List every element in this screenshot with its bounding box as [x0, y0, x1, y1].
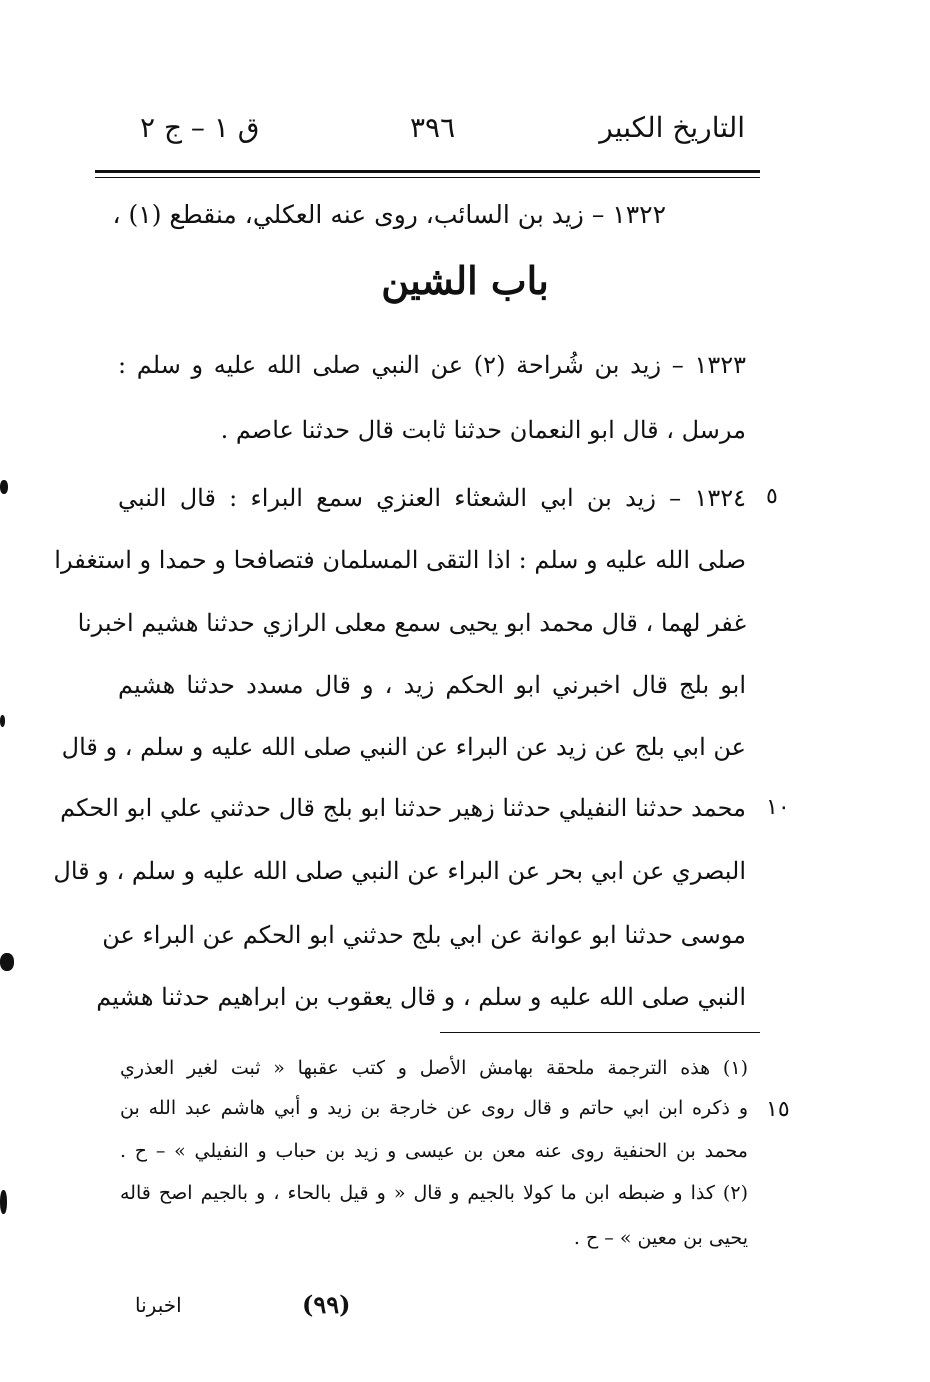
text-line-1: ١٣٢٣ – زيد بن شُراحة (٢) عن النبي صلى الله عليه و سلم :: [118, 351, 746, 379]
footnote-line-3: محمد بن الحنفية روى عنه معن بن عيسى و زيد بن حباب و النفيلي » – ح .: [120, 1140, 748, 1162]
text-line-11: النبي صلى الله عليه و سلم ، و قال يعقوب بن ابراهيم حدثنا هشيم: [96, 983, 746, 1011]
text-line-6: ابو بلج قال اخبرني ابو الحكم زيد ، و قال مسدد حدثنا هشيم: [118, 671, 746, 699]
book-title: التاريخ الكبير: [599, 111, 745, 144]
text-line-8: محمد حدثنا النفيلي حدثنا زهير حدثنا ابو بلج قال حدثني علي ابو الحكم: [60, 794, 746, 822]
scan-blot: [0, 715, 5, 727]
margin-line-number-15: ١٥: [766, 1097, 790, 1122]
footnote-line-1: (١) هذه الترجمة ملحقة بهامش الأصل و كتب عقبها « ثبت لغير العذري: [120, 1057, 748, 1079]
catchword: اخبرنا: [135, 1293, 182, 1317]
text-line-2: مرسل ، قال ابو النعمان حدثنا ثابت قال حدثنا عاصم .: [220, 416, 746, 444]
running-header: [140, 108, 745, 158]
chapter-title: باب الشين: [381, 258, 549, 303]
page-number: ٣٩٦: [410, 111, 456, 144]
volume-reference: ق ١ – ج ٢: [140, 111, 260, 144]
scan-blot: [0, 1190, 7, 1214]
scan-blot: [0, 480, 8, 494]
text-line-4: صلى الله عليه و سلم : اذا التقى المسلمان فتصافحا و حمدا و استغفرا: [54, 546, 746, 574]
entry-1322: ١٣٢٢ – زيد بن السائب، روى عنه العكلي، منقطع (١) ،: [112, 200, 666, 229]
text-line-10: موسى حدثنا ابو عوانة عن ابي بلج حدثني ابو الحكم عن البراء عن: [102, 921, 746, 949]
signature-mark: (٩٩): [302, 1290, 351, 1319]
margin-line-number-5: ٥: [766, 484, 778, 509]
footnote-line-4: (٢) كذا و ضبطه ابن ما كولا بالجيم و قال « و قيل بالحاء ، و بالجيم اصح قاله: [120, 1182, 748, 1204]
text-line-9: البصري عن ابي بحر عن البراء عن النبي صلى الله عليه و سلم ، و قال: [53, 857, 746, 885]
margin-line-number-10: ١٠: [766, 795, 790, 820]
header-rule-thin: [95, 177, 760, 178]
footnote-line-5: يحيى بن معين » – ح .: [573, 1227, 748, 1249]
text-line-5: غفر لهما ، قال محمد ابو يحيى سمع معلى الرازي حدثنا هشيم اخبرنا: [77, 609, 746, 637]
text-line-3: ١٣٢٤ – زيد بن ابي الشعثاء العنزي سمع البراء : قال النبي: [118, 484, 746, 512]
footnote-line-2: و ذكره ابن ابي حاتم و قال روى عن خارجة بن زيد و أبي هاشم عبد الله بن: [120, 1097, 748, 1119]
footnote-separator: [440, 1032, 760, 1033]
text-line-7: عن ابي بلج عن زيد عن البراء عن النبي صلى الله عليه و سلم ، و قال: [61, 733, 746, 761]
header-rule-thick: [95, 170, 760, 173]
scan-blot: [0, 953, 14, 971]
